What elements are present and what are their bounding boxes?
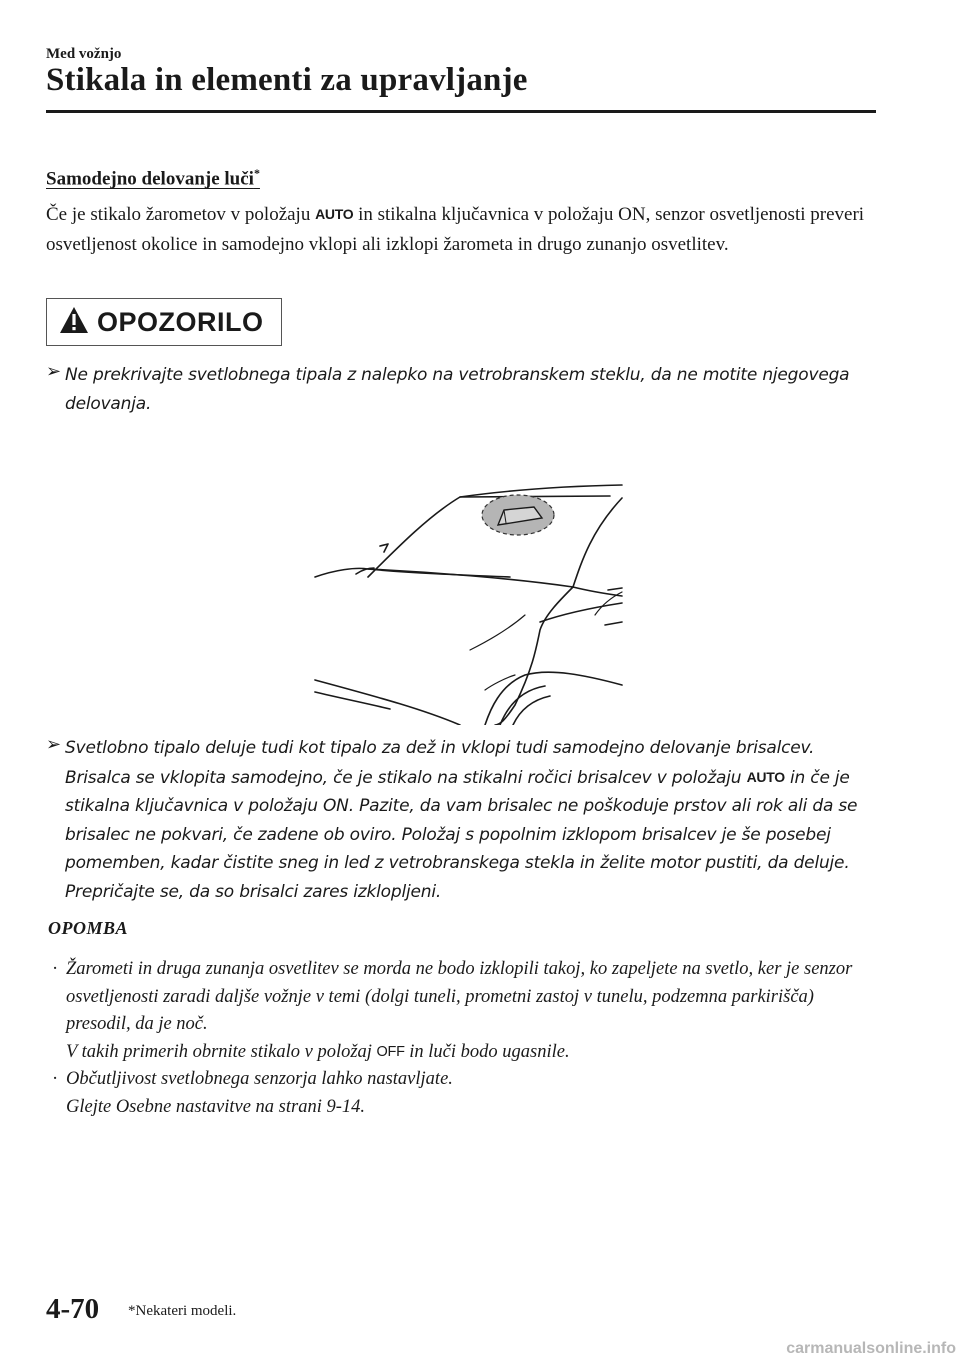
note-item-text: Žarometi in druga zunanja osvetlitev se morda ne bodo izklopili takoj, ko zapeljete na svetlo, ker je senzor osvetljenosti zaradi daljše vožnje v temi (dolgi tuneli, prometni zastoj v tunelu, podzemna parkirišča) presodil, da je noč. [66, 959, 853, 1034]
note-item [48, 1066, 878, 1121]
auto-label: AUTO [746, 768, 785, 785]
warning-item [46, 734, 880, 906]
section-label: Med vožnjo [46, 46, 122, 62]
warning-triangle-icon [59, 306, 89, 339]
warning-item-text: Ne prekrivajte svetlobnega tipala z nalepko na vetrobranskem steklu, da ne motite njegovega delovanja. [65, 365, 850, 414]
note-item-text: Glejte Osebne nastavitve na strani 9-14. [66, 1096, 366, 1117]
note-item [48, 956, 878, 1066]
section-heading: Samodejno delovanje luči* [46, 166, 260, 190]
page-number: 4-70 [46, 1293, 100, 1325]
note-item-text: Občutljivost svetlobnega senzorja lahko nastavljate. [66, 1069, 453, 1089]
warning-item [46, 361, 880, 418]
arrow-bullet-icon: ➢ [46, 734, 62, 755]
dot-bullet-icon: · [52, 959, 59, 979]
arrow-bullet-icon: ➢ [46, 361, 62, 382]
footnote: *Nekateri modeli. [128, 1303, 237, 1319]
note-item-text: V takih primerih obrnite stikalo v položaj OFF in luči bodo ugasnile. [66, 1041, 570, 1062]
title-divider [46, 110, 876, 113]
intro-paragraph: Če je stikalo žarometov v položaju AUTO in stikalna ključavnica v položaju ON, senzor osvetljenosti preveri osvetljenost okolice in samodejno vklopi ali izklopi žarometa in drugo zunanjo osvetlitev. [46, 204, 865, 255]
warning-box [46, 298, 282, 346]
model-marker: * [253, 166, 260, 180]
note-heading: OPOMBA [48, 918, 129, 938]
dot-bullet-icon: · [52, 1069, 59, 1089]
warning-item-text: Svetlobno tipalo deluje tudi kot tipalo za dež in vklopi tudi samodejno delovanje brisalcev. Brisalca se vklopita samodejno, če je stikalo na stikalni ročici brisalcev v položaju AUTO in če je stikalna ključavnica v položaju ON. Pazite, da vam brisalec ne poškoduje prstov ali rok ali da se brisalec ne pokvari, če zadene ob oviro. Položaj s popolnim izklopom brisalcev je še posebej pomemben, kadar čistite sneg in led z vetrobranskega stekla in želite motor pustiti, da deluje. Prepričajte se, da so brisalci zares izklopljeni. [65, 738, 858, 902]
windshield-sensor-illustration [310, 480, 630, 725]
watermark: carmanualsonline.info [786, 1340, 956, 1357]
off-label: OFF [376, 1043, 405, 1060]
warning-label: OPOZORILO [97, 306, 264, 337]
page-title: Stikala in elementi za upravljanje [46, 62, 528, 98]
auto-label: AUTO [315, 206, 354, 222]
